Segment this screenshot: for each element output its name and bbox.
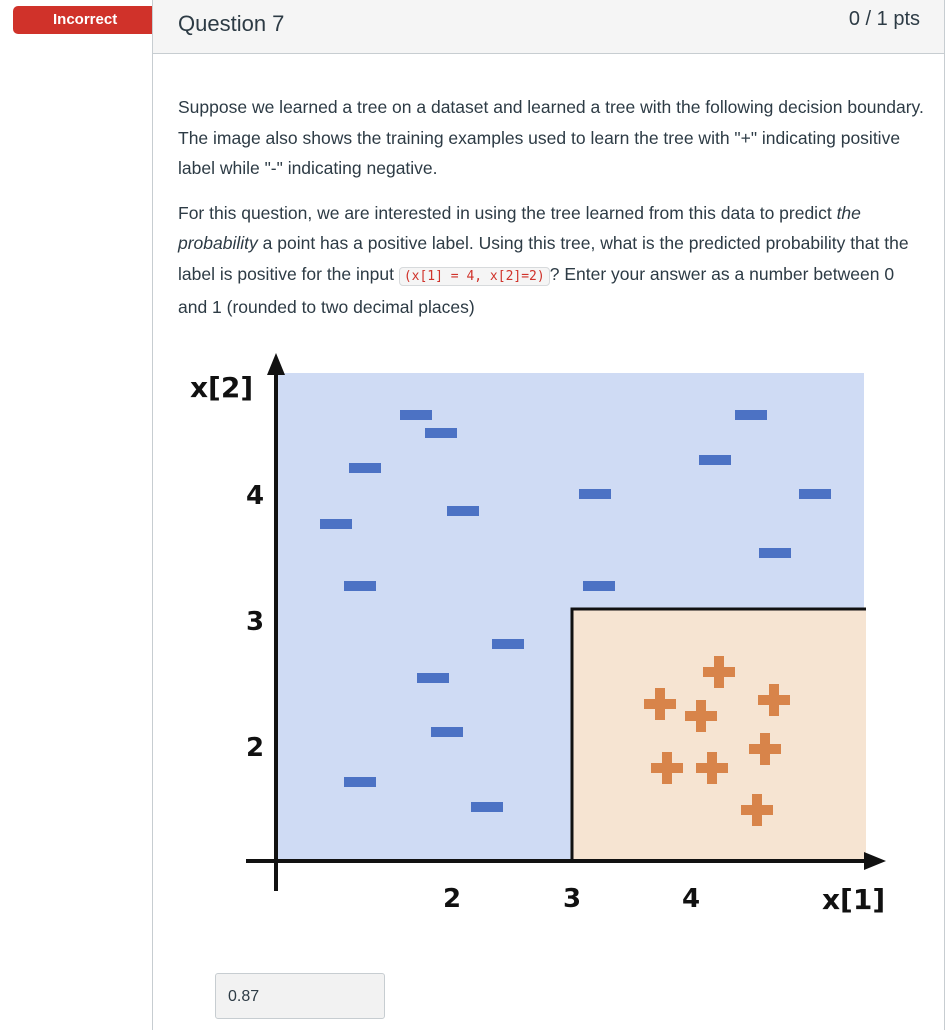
- question-points: 0 / 1 pts: [848, 8, 920, 30]
- y-axis-arrow-icon: [267, 353, 285, 375]
- input-code: (x[1] = 4, x[2]=2): [399, 267, 550, 286]
- x-tick-label: 3: [563, 884, 582, 914]
- question-paragraph-1: Suppose we learned a tree on a dataset and learned a tree with the following decision boundary. The image also shows the training examples used to learn the tree with "+" indicating positive label while "-" indicating negative.: [178, 97, 924, 178]
- minus-marker: [431, 727, 463, 737]
- x-tick-label: 2: [443, 884, 462, 914]
- minus-marker: [320, 519, 352, 529]
- minus-marker: [344, 777, 376, 787]
- para2-part2: a point has a positive label. Using this tree, what is the predicted probability that the label is positive for the input: [178, 233, 909, 284]
- minus-marker: [447, 506, 479, 516]
- minus-marker: [699, 455, 731, 465]
- minus-marker: [735, 410, 767, 420]
- para2-emphasis: the probability: [178, 202, 861, 253]
- para2-part3: ? Enter your answer as a number between 0 and 1 (rounded to two decimal places): [178, 263, 895, 317]
- minus-marker: [344, 581, 376, 591]
- y-tick-label: 4: [246, 481, 265, 511]
- decision-boundary-plot: [180, 345, 890, 920]
- y-tick-label: 3: [246, 607, 265, 637]
- question-text: [178, 92, 928, 337]
- question-header: [153, 0, 944, 54]
- minus-marker: [492, 639, 524, 649]
- minus-marker: [799, 489, 831, 499]
- minus-marker: [579, 489, 611, 499]
- minus-marker: [425, 428, 457, 438]
- minus-marker: [400, 410, 432, 420]
- positive-region: [572, 609, 866, 861]
- x-tick-label: 4: [682, 884, 701, 914]
- y-axis-label: x[2]: [190, 371, 254, 404]
- y-tick-label: 2: [246, 733, 265, 763]
- question-title: Question 7: [178, 11, 285, 36]
- question-paragraph-2: [178, 198, 928, 323]
- x-axis-label: x[1]: [822, 883, 886, 916]
- answer-input[interactable]: 0.87: [215, 973, 385, 1019]
- x-axis-arrow-icon: [864, 852, 886, 870]
- minus-marker: [471, 802, 503, 812]
- minus-marker: [417, 673, 449, 683]
- minus-marker: [759, 548, 791, 558]
- status-badge: Incorrect: [13, 6, 163, 34]
- para2-part1: For this question, we are interested in using the tree learned from this data to predict: [178, 202, 837, 223]
- minus-marker: [583, 581, 615, 591]
- minus-marker: [349, 463, 381, 473]
